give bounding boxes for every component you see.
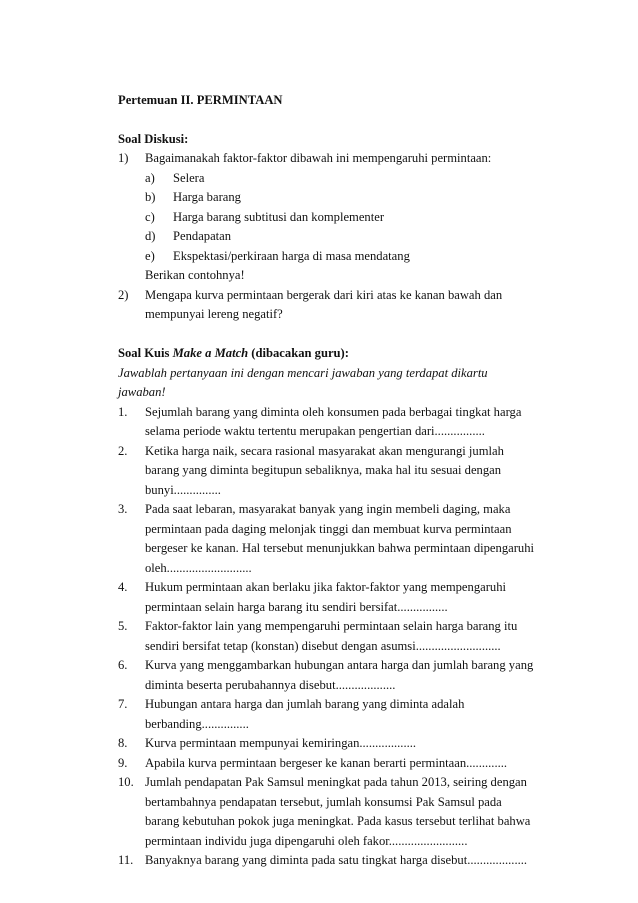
option-letter: c) (145, 209, 155, 224)
diskusi-question-1 (118, 149, 558, 169)
diskusi-option (118, 227, 558, 247)
kuis-heading (118, 344, 558, 364)
kuis-question-first-line (118, 403, 558, 423)
kuis-question (118, 851, 558, 871)
kuis-question-list (118, 403, 558, 871)
kuis-question (118, 656, 558, 695)
question-number: 5. (118, 619, 128, 633)
diskusi-options-list (118, 169, 558, 267)
kuis-question (118, 403, 558, 442)
question-text: Hukum permintaan akan berlaku jika faktor-faktor yang mempengaruhi (145, 580, 506, 594)
kuis-question-continued-line (118, 793, 558, 813)
option-text: Ekspektasi/perkiraan harga di masa mendatang (173, 248, 410, 263)
kuis-question-first-line (118, 734, 558, 754)
kuis-question-first-line (118, 656, 558, 676)
question-number: 6. (118, 658, 128, 672)
question-text: Banyaknya barang yang diminta pada satu tingkat harga disebut................... (145, 853, 528, 867)
option-text: Selera (173, 170, 205, 185)
kuis-question-first-line (118, 754, 558, 774)
question-number: 11. (118, 853, 134, 867)
kuis-heading-prefix: Soal Kuis (118, 346, 173, 360)
kuis-question-first-line (118, 617, 558, 637)
kuis-question-continued-line (118, 637, 558, 657)
diskusi-heading: Soal Diskusi: (118, 131, 189, 146)
question-number: 1) (118, 151, 129, 165)
kuis-question (118, 442, 558, 501)
kuis-question (118, 617, 558, 656)
diskusi-q1-followup: Berikan contohnya! (145, 268, 245, 282)
question-number: 4. (118, 580, 128, 594)
kuis-question-first-line (118, 695, 558, 715)
question-text: Mengapa kurva permintaan bergerak dari kiri atas ke kanan bawah dan (145, 287, 503, 302)
question-number: 9. (118, 755, 128, 770)
kuis-question-continued-line (118, 539, 558, 559)
question-text-continued: mempunyai lereng negatif? (145, 307, 283, 321)
kuis-question-continued-line (118, 832, 558, 852)
kuis-question-first-line (118, 773, 558, 793)
kuis-question (118, 734, 558, 754)
question-text: permintaan pada daging melonjak tinggi dan membuat kurva permintaan (145, 521, 512, 536)
question-number: 8. (118, 736, 128, 750)
question-text: bergeser ke kanan. Hal tersebut menunjukkan bahwa permintaan dipengaruhi (145, 541, 534, 555)
kuis-instruction: Jawablah pertanyaan ini dengan mencari jawaban yang terdapat dikartu (118, 365, 488, 380)
question-text: bunyi............... (145, 482, 221, 497)
section-spacer (118, 325, 558, 345)
question-number: 3. (118, 502, 128, 516)
question-text: oleh........................... (145, 560, 252, 575)
question-number: 7. (118, 697, 128, 711)
diskusi-question-2 (118, 286, 558, 306)
diskusi-option (118, 188, 558, 208)
question-text: Hubungan antara harga dan jumlah barang yang diminta adalah (145, 697, 465, 711)
kuis-question (118, 500, 558, 578)
kuis-question (118, 773, 558, 851)
document-page (118, 91, 558, 871)
question-text: Sejumlah barang yang diminta oleh konsumen pada berbagai tingkat harga (145, 404, 522, 419)
option-letter: b) (145, 190, 156, 204)
question-text: berbanding............... (145, 716, 249, 731)
question-text: barang kebutuhan pokok juga meningkat. Pada kasus tersebut terlihat bahwa (145, 814, 531, 828)
kuis-question-continued-line (118, 481, 558, 501)
option-text: Harga barang subtitusi dan komplementer (173, 209, 385, 224)
question-text: Kurva permintaan mempunyai kemiringan.................. (145, 736, 417, 750)
kuis-question-continued-line (118, 715, 558, 735)
kuis-instruction-continued: jawaban! (118, 385, 166, 399)
question-text: sendiri bersifat tetap (konstan) disebut dengan asumsi........................... (145, 638, 501, 653)
option-letter: e) (145, 248, 155, 263)
kuis-question-continued-line (118, 676, 558, 696)
question-text: barang yang diminta begitupun sebaliknya, maka hal itu sesuai dengan (145, 463, 502, 477)
kuis-question-continued-line (118, 520, 558, 540)
option-letter: d) (145, 229, 156, 243)
question-text: Bagaimanakah faktor-faktor dibawah ini mempengaruhi permintaan: (145, 151, 492, 165)
question-text: bertambahnya pendapatan tersebut, jumlah konsumsi Pak Samsul pada (145, 794, 502, 809)
kuis-question-first-line (118, 851, 558, 871)
question-text: Pada saat lebaran, masyarakat banyak yang ingin membeli daging, maka (145, 502, 511, 516)
kuis-question (118, 578, 558, 617)
question-text: Kurva yang menggambarkan hubungan antara harga dan jumlah barang yang (145, 658, 534, 672)
kuis-question (118, 695, 558, 734)
question-number: 2. (118, 443, 128, 458)
kuis-question-first-line (118, 578, 558, 598)
diskusi-option (118, 247, 558, 267)
question-text: Ketika harga naik, secara rasional masyarakat akan mengurangi jumlah (145, 443, 504, 458)
kuis-question-continued-line (118, 461, 558, 481)
question-text: Jumlah pendapatan Pak Samsul meningkat pada tahun 2013, seiring dengan (145, 775, 527, 789)
option-text: Harga barang (173, 190, 241, 204)
question-text: Apabila kurva permintaan bergeser ke kanan berarti permintaan............. (145, 755, 508, 770)
question-text: permintaan individu juga dipengaruhi oleh fakor......................... (145, 833, 468, 848)
kuis-question-continued-line (118, 559, 558, 579)
option-text: Pendapatan (173, 229, 232, 243)
question-text: diminta beserta perubahannya disebut................... (145, 677, 396, 692)
kuis-question-first-line (118, 442, 558, 462)
kuis-question-continued-line (118, 422, 558, 442)
kuis-question (118, 754, 558, 774)
question-text: permintaan selain harga barang itu sendiri bersifat................ (145, 599, 448, 614)
question-text: selama periode waktu tertentu merupakan pengertian dari................ (145, 424, 485, 438)
page-title: Pertemuan II. PERMINTAAN (118, 93, 283, 107)
kuis-question-continued-line (118, 598, 558, 618)
question-number: 1. (118, 404, 128, 419)
question-text: Faktor-faktor lain yang mempengaruhi permintaan selain harga barang itu (145, 619, 518, 633)
kuis-question-first-line (118, 500, 558, 520)
question-number: 10. (118, 775, 134, 789)
diskusi-option (118, 169, 558, 189)
question-number: 2) (118, 287, 129, 302)
option-letter: a) (145, 170, 155, 185)
kuis-question-continued-line (118, 812, 558, 832)
diskusi-option (118, 208, 558, 228)
kuis-heading-italic: Make a Match (172, 346, 249, 360)
kuis-heading-suffix: (dibacakan guru): (248, 346, 349, 360)
